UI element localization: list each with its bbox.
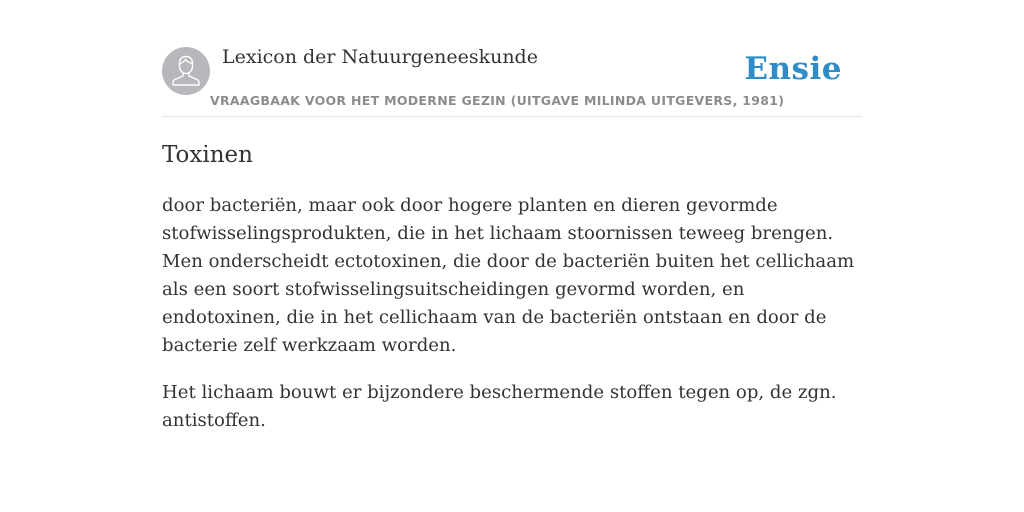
source-header [162,38,862,117]
brand-logo-link[interactable]: Ensie [744,51,842,87]
article-title: Toxinen [162,142,253,168]
source-subtitle: VRAAGBAAK VOOR HET MODERNE GEZIN (UITGAVE MILINDA UITGEVERS, 1981) [210,93,785,108]
user-silhouette-icon [162,47,210,95]
article-paragraph: Het lichaam bouwt er bijzondere beschermende stoffen tegen op, de zgn. antistoffen. [162,382,837,431]
article-paragraph: door bacteriën, maar ook door hogere planten en dieren gevormde stofwisselingsprodukten, die in het lichaam stoornissen teweeg brengen. Men onderscheidt ectotoxinen, die door de bacteriën buiten het cellichaam als een soort stofwisselingsuitscheidingen gevormd worden, en endotoxinen, die in het cellichaam van de bacteriën ontstaan en door de bacterie zelf werkzaam worden. [162,195,855,356]
article [162,139,862,435]
source-avatar[interactable] [162,47,210,95]
source-title[interactable]: Lexicon der Natuurgeneeskunde [222,46,538,68]
